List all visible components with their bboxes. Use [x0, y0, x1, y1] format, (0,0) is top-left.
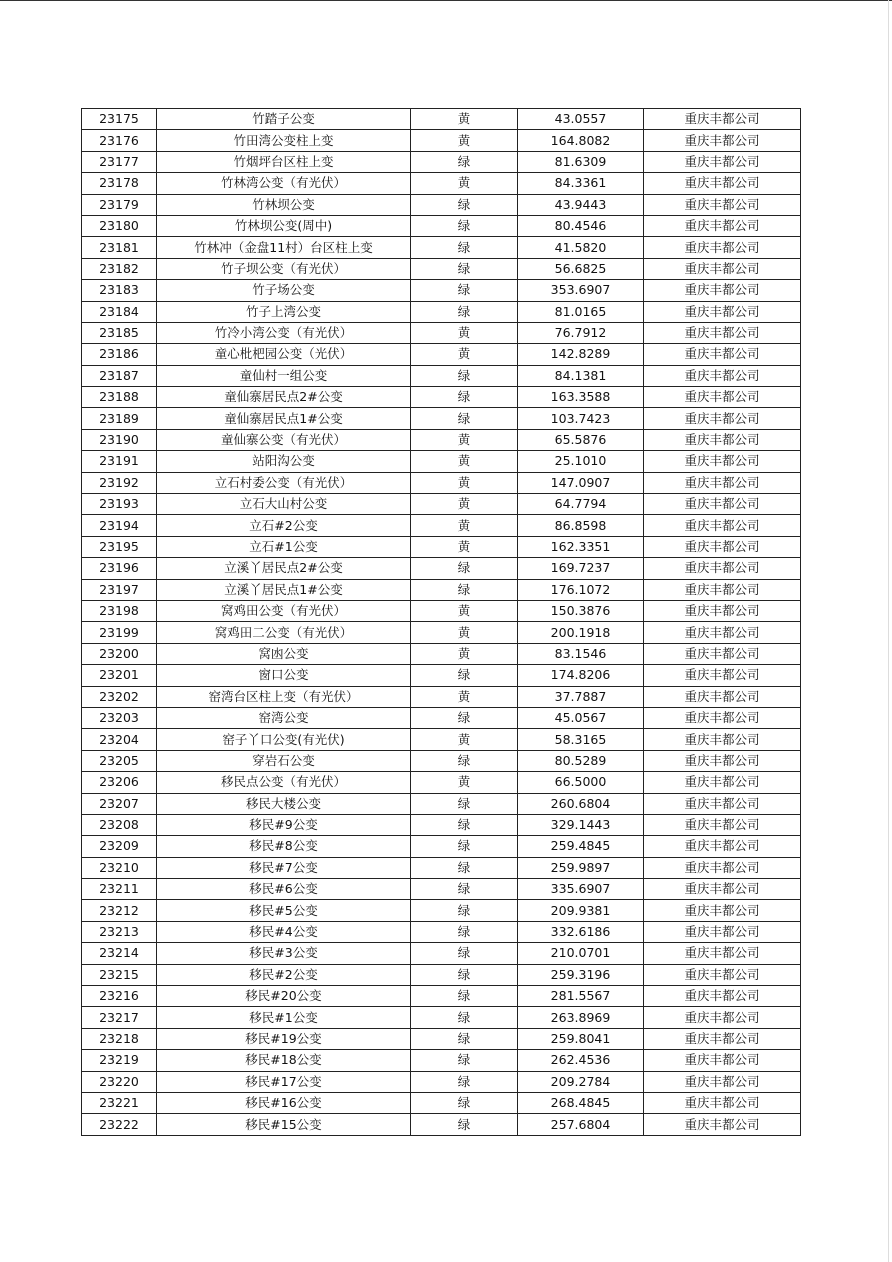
table-row [82, 322, 801, 343]
station-name-cell: 童心枇杷园公变（光伏） [157, 344, 411, 365]
value-cell: 281.5567 [518, 986, 644, 1007]
status-color-cell: 黄 [411, 600, 518, 621]
status-color-cell: 绿 [411, 793, 518, 814]
table-row [82, 707, 801, 728]
status-color-cell: 绿 [411, 836, 518, 857]
value-cell: 45.0567 [518, 707, 644, 728]
table-row [82, 280, 801, 301]
status-color-cell: 绿 [411, 964, 518, 985]
table-row [82, 986, 801, 1007]
table-row [82, 943, 801, 964]
status-color-cell: 绿 [411, 986, 518, 1007]
table-row [82, 109, 801, 130]
row-id-cell: 23189 [82, 408, 157, 429]
table-row [82, 429, 801, 450]
page-right-edge [888, 0, 889, 1262]
company-cell: 重庆丰都公司 [644, 1114, 801, 1135]
company-cell: 重庆丰都公司 [644, 280, 801, 301]
table-row [82, 408, 801, 429]
table-row [82, 344, 801, 365]
table-row [82, 793, 801, 814]
row-id-cell: 23209 [82, 836, 157, 857]
company-cell: 重庆丰都公司 [644, 600, 801, 621]
table-row [82, 643, 801, 664]
row-id-cell: 23203 [82, 707, 157, 728]
company-cell: 重庆丰都公司 [644, 173, 801, 194]
status-color-cell: 绿 [411, 1092, 518, 1113]
status-color-cell: 绿 [411, 1050, 518, 1071]
station-name-cell: 移民#1公变 [157, 1007, 411, 1028]
status-color-cell: 黄 [411, 429, 518, 450]
row-id-cell: 23193 [82, 494, 157, 515]
value-cell: 41.5820 [518, 237, 644, 258]
row-id-cell: 23183 [82, 280, 157, 301]
table-row [82, 1114, 801, 1135]
table-row [82, 622, 801, 643]
value-cell: 353.6907 [518, 280, 644, 301]
company-cell: 重庆丰都公司 [644, 1050, 801, 1071]
station-name-cell: 童仙寨公变（有光伏） [157, 429, 411, 450]
row-id-cell: 23213 [82, 921, 157, 942]
company-cell: 重庆丰都公司 [644, 665, 801, 686]
row-id-cell: 23204 [82, 729, 157, 750]
row-id-cell: 23178 [82, 173, 157, 194]
station-name-cell: 站阳沟公变 [157, 451, 411, 472]
company-cell: 重庆丰都公司 [644, 836, 801, 857]
row-id-cell: 23182 [82, 258, 157, 279]
table-row [82, 879, 801, 900]
station-name-cell: 童仙村一组公变 [157, 365, 411, 386]
row-id-cell: 23175 [82, 109, 157, 130]
table-row [82, 686, 801, 707]
company-cell: 重庆丰都公司 [644, 472, 801, 493]
company-cell: 重庆丰都公司 [644, 322, 801, 343]
company-cell: 重庆丰都公司 [644, 943, 801, 964]
value-cell: 81.0165 [518, 301, 644, 322]
table-row [82, 600, 801, 621]
station-name-cell: 移民点公变（有光伏） [157, 772, 411, 793]
company-cell: 重庆丰都公司 [644, 814, 801, 835]
status-color-cell: 绿 [411, 194, 518, 215]
value-cell: 210.0701 [518, 943, 644, 964]
table-row [82, 215, 801, 236]
table-row [82, 387, 801, 408]
company-cell: 重庆丰都公司 [644, 494, 801, 515]
value-cell: 58.3165 [518, 729, 644, 750]
company-cell: 重庆丰都公司 [644, 515, 801, 536]
table-row [82, 921, 801, 942]
company-cell: 重庆丰都公司 [644, 857, 801, 878]
status-color-cell: 绿 [411, 301, 518, 322]
value-cell: 259.4845 [518, 836, 644, 857]
row-id-cell: 23220 [82, 1071, 157, 1092]
table-row [82, 130, 801, 151]
value-cell: 259.3196 [518, 964, 644, 985]
row-id-cell: 23197 [82, 579, 157, 600]
station-name-cell: 移民大楼公变 [157, 793, 411, 814]
status-color-cell: 绿 [411, 1028, 518, 1049]
row-id-cell: 23196 [82, 558, 157, 579]
table-row [82, 665, 801, 686]
row-id-cell: 23206 [82, 772, 157, 793]
station-name-cell: 立石大山村公变 [157, 494, 411, 515]
table-row [82, 451, 801, 472]
value-cell: 257.6804 [518, 1114, 644, 1135]
status-color-cell: 绿 [411, 665, 518, 686]
table-row [82, 836, 801, 857]
station-name-cell: 窝凼公变 [157, 643, 411, 664]
company-cell: 重庆丰都公司 [644, 536, 801, 557]
row-id-cell: 23215 [82, 964, 157, 985]
table-row [82, 857, 801, 878]
status-color-cell: 绿 [411, 237, 518, 258]
status-color-cell: 绿 [411, 408, 518, 429]
row-id-cell: 23192 [82, 472, 157, 493]
table-row [82, 750, 801, 771]
station-name-cell: 窗口公变 [157, 665, 411, 686]
station-name-cell: 移民#18公变 [157, 1050, 411, 1071]
value-cell: 174.8206 [518, 665, 644, 686]
value-cell: 84.1381 [518, 365, 644, 386]
station-name-cell: 移民#6公变 [157, 879, 411, 900]
company-cell: 重庆丰都公司 [644, 365, 801, 386]
value-cell: 81.6309 [518, 151, 644, 172]
table-row [82, 151, 801, 172]
table-row [82, 772, 801, 793]
table-row [82, 472, 801, 493]
value-cell: 332.6186 [518, 921, 644, 942]
value-cell: 147.0907 [518, 472, 644, 493]
value-cell: 209.9381 [518, 900, 644, 921]
company-cell: 重庆丰都公司 [644, 750, 801, 771]
status-color-cell: 黄 [411, 322, 518, 343]
status-color-cell: 黄 [411, 772, 518, 793]
company-cell: 重庆丰都公司 [644, 258, 801, 279]
row-id-cell: 23210 [82, 857, 157, 878]
company-cell: 重庆丰都公司 [644, 964, 801, 985]
station-name-cell: 移民#20公变 [157, 986, 411, 1007]
table-row [82, 1028, 801, 1049]
status-color-cell: 黄 [411, 729, 518, 750]
value-cell: 163.3588 [518, 387, 644, 408]
row-id-cell: 23208 [82, 814, 157, 835]
station-name-cell: 移民#8公变 [157, 836, 411, 857]
row-id-cell: 23217 [82, 1007, 157, 1028]
status-color-cell: 黄 [411, 622, 518, 643]
value-cell: 80.5289 [518, 750, 644, 771]
value-cell: 37.7887 [518, 686, 644, 707]
station-name-cell: 童仙寨居民点2#公变 [157, 387, 411, 408]
station-name-cell: 移民#17公变 [157, 1071, 411, 1092]
company-cell: 重庆丰都公司 [644, 130, 801, 151]
company-cell: 重庆丰都公司 [644, 301, 801, 322]
value-cell: 209.2784 [518, 1071, 644, 1092]
company-cell: 重庆丰都公司 [644, 1092, 801, 1113]
value-cell: 76.7912 [518, 322, 644, 343]
row-id-cell: 23188 [82, 387, 157, 408]
value-cell: 263.8969 [518, 1007, 644, 1028]
status-color-cell: 绿 [411, 365, 518, 386]
status-color-cell: 黄 [411, 494, 518, 515]
value-cell: 103.7423 [518, 408, 644, 429]
row-id-cell: 23180 [82, 215, 157, 236]
table-row [82, 536, 801, 557]
table-row [82, 900, 801, 921]
value-cell: 169.7237 [518, 558, 644, 579]
table-row [82, 237, 801, 258]
status-color-cell: 黄 [411, 344, 518, 365]
value-cell: 65.5876 [518, 429, 644, 450]
station-name-cell: 竹田湾公变柱上变 [157, 130, 411, 151]
table-row [82, 173, 801, 194]
status-color-cell: 绿 [411, 750, 518, 771]
value-cell: 259.9897 [518, 857, 644, 878]
row-id-cell: 23199 [82, 622, 157, 643]
value-cell: 164.8082 [518, 130, 644, 151]
station-name-cell: 移民#16公变 [157, 1092, 411, 1113]
row-id-cell: 23221 [82, 1092, 157, 1113]
status-color-cell: 绿 [411, 1071, 518, 1092]
status-color-cell: 绿 [411, 900, 518, 921]
company-cell: 重庆丰都公司 [644, 109, 801, 130]
status-color-cell: 绿 [411, 707, 518, 728]
station-name-cell: 移民#5公变 [157, 900, 411, 921]
status-color-cell: 绿 [411, 258, 518, 279]
value-cell: 259.8041 [518, 1028, 644, 1049]
station-name-cell: 移民#19公变 [157, 1028, 411, 1049]
status-color-cell: 绿 [411, 879, 518, 900]
row-id-cell: 23205 [82, 750, 157, 771]
row-id-cell: 23187 [82, 365, 157, 386]
company-cell: 重庆丰都公司 [644, 215, 801, 236]
company-cell: 重庆丰都公司 [644, 558, 801, 579]
status-color-cell: 绿 [411, 215, 518, 236]
value-cell: 80.4546 [518, 215, 644, 236]
station-name-cell: 竹林坝公变(周中) [157, 215, 411, 236]
status-color-cell: 绿 [411, 151, 518, 172]
status-color-cell: 黄 [411, 173, 518, 194]
company-cell: 重庆丰都公司 [644, 344, 801, 365]
table-row [82, 1071, 801, 1092]
status-color-cell: 黄 [411, 686, 518, 707]
company-cell: 重庆丰都公司 [644, 729, 801, 750]
row-id-cell: 23214 [82, 943, 157, 964]
station-name-cell: 竹冷小湾公变（有光伏） [157, 322, 411, 343]
station-name-cell: 移民#4公变 [157, 921, 411, 942]
value-cell: 43.9443 [518, 194, 644, 215]
status-color-cell: 黄 [411, 515, 518, 536]
value-cell: 84.3361 [518, 173, 644, 194]
company-cell: 重庆丰都公司 [644, 643, 801, 664]
table-row [82, 964, 801, 985]
company-cell: 重庆丰都公司 [644, 772, 801, 793]
station-name-cell: 移民#15公变 [157, 1114, 411, 1135]
status-color-cell: 黄 [411, 643, 518, 664]
status-color-cell: 绿 [411, 1007, 518, 1028]
row-id-cell: 23198 [82, 600, 157, 621]
value-cell: 176.1072 [518, 579, 644, 600]
status-color-cell: 黄 [411, 130, 518, 151]
station-name-cell: 童仙寨居民点1#公变 [157, 408, 411, 429]
status-color-cell: 绿 [411, 857, 518, 878]
company-cell: 重庆丰都公司 [644, 408, 801, 429]
station-name-cell: 窝鸡田二公变（有光伏） [157, 622, 411, 643]
row-id-cell: 23195 [82, 536, 157, 557]
company-cell: 重庆丰都公司 [644, 1071, 801, 1092]
row-id-cell: 23202 [82, 686, 157, 707]
station-name-cell: 竹林坝公变 [157, 194, 411, 215]
row-id-cell: 23207 [82, 793, 157, 814]
station-name-cell: 移民#3公变 [157, 943, 411, 964]
status-color-cell: 黄 [411, 451, 518, 472]
station-name-cell: 竹子上湾公变 [157, 301, 411, 322]
station-name-cell: 竹林冲（金盘11村）台区柱上变 [157, 237, 411, 258]
company-cell: 重庆丰都公司 [644, 986, 801, 1007]
row-id-cell: 23211 [82, 879, 157, 900]
value-cell: 329.1443 [518, 814, 644, 835]
company-cell: 重庆丰都公司 [644, 921, 801, 942]
value-cell: 25.1010 [518, 451, 644, 472]
station-name-cell: 立溪丫居民点1#公变 [157, 579, 411, 600]
page-top-border [0, 0, 892, 1]
row-id-cell: 23212 [82, 900, 157, 921]
status-color-cell: 黄 [411, 536, 518, 557]
station-name-cell: 竹子坝公变（有光伏） [157, 258, 411, 279]
company-cell: 重庆丰都公司 [644, 793, 801, 814]
value-cell: 268.4845 [518, 1092, 644, 1113]
company-cell: 重庆丰都公司 [644, 194, 801, 215]
station-name-cell: 移民#2公变 [157, 964, 411, 985]
station-name-cell: 立溪丫居民点2#公变 [157, 558, 411, 579]
status-color-cell: 绿 [411, 579, 518, 600]
table-row [82, 558, 801, 579]
row-id-cell: 23185 [82, 322, 157, 343]
company-cell: 重庆丰都公司 [644, 237, 801, 258]
station-name-cell: 窑湾公变 [157, 707, 411, 728]
station-name-cell: 立石村委公变（有光伏） [157, 472, 411, 493]
station-name-cell: 竹林湾公变（有光伏） [157, 173, 411, 194]
status-color-cell: 黄 [411, 109, 518, 130]
company-cell: 重庆丰都公司 [644, 151, 801, 172]
status-color-cell: 绿 [411, 814, 518, 835]
table-row [82, 1092, 801, 1113]
row-id-cell: 23219 [82, 1050, 157, 1071]
value-cell: 142.8289 [518, 344, 644, 365]
company-cell: 重庆丰都公司 [644, 1007, 801, 1028]
value-cell: 200.1918 [518, 622, 644, 643]
value-cell: 56.6825 [518, 258, 644, 279]
status-color-cell: 绿 [411, 943, 518, 964]
station-name-cell: 移民#7公变 [157, 857, 411, 878]
row-id-cell: 23190 [82, 429, 157, 450]
row-id-cell: 23186 [82, 344, 157, 365]
row-id-cell: 23200 [82, 643, 157, 664]
station-name-cell: 竹子场公变 [157, 280, 411, 301]
value-cell: 64.7794 [518, 494, 644, 515]
company-cell: 重庆丰都公司 [644, 579, 801, 600]
company-cell: 重庆丰都公司 [644, 1028, 801, 1049]
value-cell: 43.0557 [518, 109, 644, 130]
row-id-cell: 23191 [82, 451, 157, 472]
status-color-cell: 绿 [411, 558, 518, 579]
value-cell: 83.1546 [518, 643, 644, 664]
row-id-cell: 23222 [82, 1114, 157, 1135]
value-cell: 86.8598 [518, 515, 644, 536]
station-name-cell: 立石#2公变 [157, 515, 411, 536]
row-id-cell: 23201 [82, 665, 157, 686]
status-color-cell: 绿 [411, 921, 518, 942]
status-color-cell: 绿 [411, 1114, 518, 1135]
company-cell: 重庆丰都公司 [644, 900, 801, 921]
table-row [82, 729, 801, 750]
status-color-cell: 绿 [411, 280, 518, 301]
table-row [82, 258, 801, 279]
company-cell: 重庆丰都公司 [644, 451, 801, 472]
value-cell: 150.3876 [518, 600, 644, 621]
value-cell: 66.5000 [518, 772, 644, 793]
table-row [82, 194, 801, 215]
table-row [82, 494, 801, 515]
company-cell: 重庆丰都公司 [644, 622, 801, 643]
table-body [82, 109, 801, 1136]
station-name-cell: 竹烟坪台区柱上变 [157, 151, 411, 172]
row-id-cell: 23216 [82, 986, 157, 1007]
row-id-cell: 23194 [82, 515, 157, 536]
value-cell: 162.3351 [518, 536, 644, 557]
row-id-cell: 23176 [82, 130, 157, 151]
data-table [81, 108, 801, 1136]
status-color-cell: 黄 [411, 472, 518, 493]
row-id-cell: 23177 [82, 151, 157, 172]
station-name-cell: 穿岩石公变 [157, 750, 411, 771]
station-name-cell: 窑湾台区柱上变（有光伏） [157, 686, 411, 707]
station-name-cell: 立石#1公变 [157, 536, 411, 557]
value-cell: 262.4536 [518, 1050, 644, 1071]
table-row [82, 301, 801, 322]
value-cell: 335.6907 [518, 879, 644, 900]
company-cell: 重庆丰都公司 [644, 879, 801, 900]
row-id-cell: 23218 [82, 1028, 157, 1049]
company-cell: 重庆丰都公司 [644, 707, 801, 728]
row-id-cell: 23184 [82, 301, 157, 322]
row-id-cell: 23179 [82, 194, 157, 215]
value-cell: 260.6804 [518, 793, 644, 814]
station-name-cell: 竹踏子公变 [157, 109, 411, 130]
table-row [82, 365, 801, 386]
table-row [82, 814, 801, 835]
company-cell: 重庆丰都公司 [644, 686, 801, 707]
table-row [82, 579, 801, 600]
company-cell: 重庆丰都公司 [644, 429, 801, 450]
station-name-cell: 窑子丫口公变(有光伏) [157, 729, 411, 750]
company-cell: 重庆丰都公司 [644, 387, 801, 408]
station-name-cell: 窝鸡田公变（有光伏） [157, 600, 411, 621]
station-name-cell: 移民#9公变 [157, 814, 411, 835]
table-row [82, 515, 801, 536]
table-row [82, 1050, 801, 1071]
row-id-cell: 23181 [82, 237, 157, 258]
table-row [82, 1007, 801, 1028]
status-color-cell: 绿 [411, 387, 518, 408]
